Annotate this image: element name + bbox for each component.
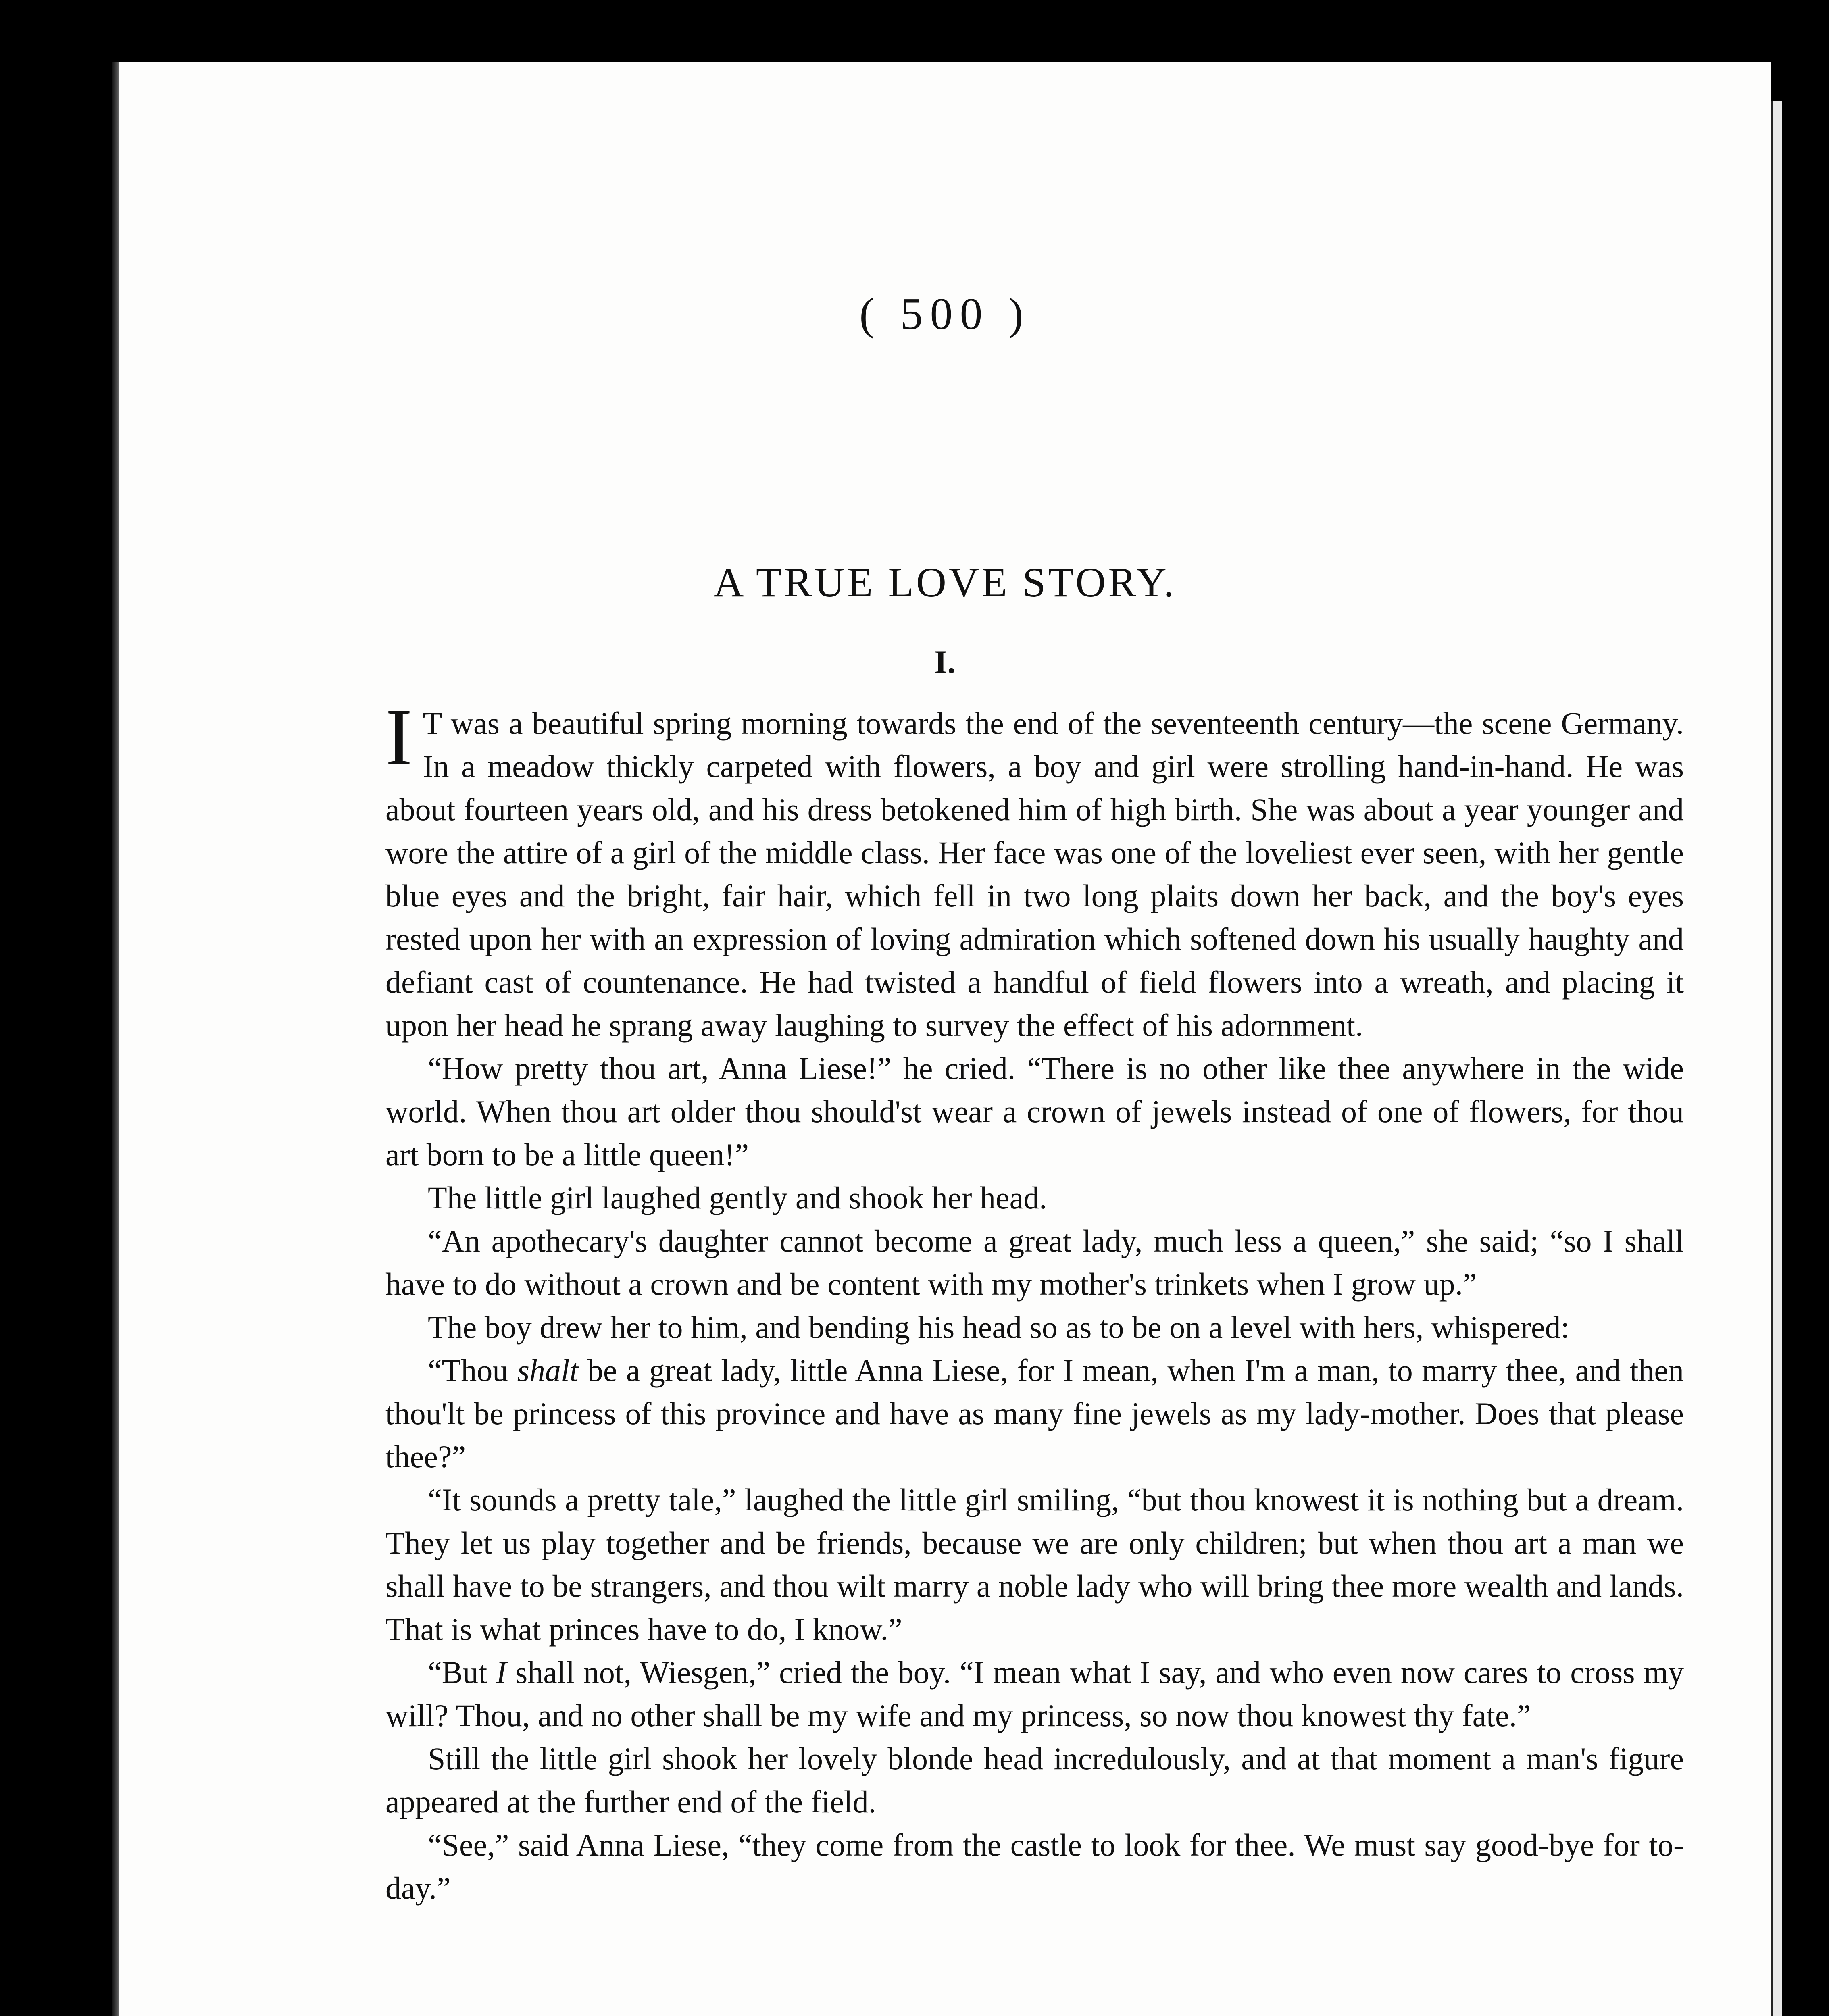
drop-cap: I xyxy=(385,693,412,782)
paragraph xyxy=(385,1349,1684,1478)
scan-border xyxy=(1782,101,1829,2016)
book-page xyxy=(119,62,1771,2016)
chapter-heading: I. xyxy=(934,644,956,680)
paragraph: “It sounds a pretty tale,” laughed the little girl smiling, “but thou knowest it is nothing but a dream. They let us play together and be friends, because we are only children; but when thou art a man we shall have to be strangers, and thou wilt marry a noble lady who will bring thee more wealth and lands. That is what princes have to do, I know.” xyxy=(385,1482,1684,1647)
italic-word: I xyxy=(496,1655,507,1690)
paragraph: “See,” said Anna Liese, “they come from the castle to look for thee. We must say good-bye for to-day.” xyxy=(385,1827,1684,1906)
story-body xyxy=(385,693,1684,1910)
paragraph-text: shall not, Wiesgen,” cried the boy. “I mean what I say, and who even now cares to cross my will? Thou, and no other shall be my wife and my princess, so now thou knowest thy fate.” xyxy=(385,1655,1684,1733)
paragraph-opening xyxy=(385,693,1684,1047)
italic-word: shalt xyxy=(517,1353,579,1388)
story-title: A TRUE LOVE STORY. xyxy=(713,559,1177,606)
paragraph: “How pretty thou art, Anna Liese!” he cried. “There is no other like thee anywhere in the wide world. When thou art older thou should'st wear a crown of jewels instead of one of flowers, for thou art born to be a little queen!” xyxy=(385,1051,1684,1172)
paragraph: The little girl laughed gently and shook her head. xyxy=(428,1180,1047,1215)
paragraph: Still the little girl shook her lovely blonde head incredulously, and at that moment a man's figure appeared at the further end of the field. xyxy=(385,1741,1684,1819)
paragraph xyxy=(385,1651,1684,1737)
paragraph-text: “But xyxy=(428,1655,496,1690)
paragraph: The boy drew her to him, and bending his head so as to be on a level with hers, whispered: xyxy=(428,1310,1570,1345)
paragraph-text: be a great lady, little Anna Liese, for I mean, when I'm a man, to marry thee, and then thou'lt be princess of this province and have as many fine jewels as my lady-mother. Does that please thee?” xyxy=(385,1353,1684,1474)
page-number: ( 500 ) xyxy=(859,289,1031,339)
paragraph-text: T was a beautiful spring morning towards the end of the seventeenth century—the scene Germany. In a meadow thickly carpeted with flowers, a boy and girl were strolling hand-in-hand. He was about fourteen years old, and his dress betokened him of high birth. She was about a year younger and wore the attire of a girl of the middle class. Her face was one of the loveliest ever seen, with her gentle blue eyes and the bright, fair hair, which fell in two long plaits down her back, and the boy's eyes rested upon her with an expression of loving admiration which softened down his usually haughty and defiant cast of countenance. He had twisted a handful of field flowers into a wreath, and placing it upon her head he sprang away laughing to survey the effect of his adornment. xyxy=(385,706,1684,1043)
paragraph-text: “Thou xyxy=(428,1353,517,1388)
paragraph: “An apothecary's daughter cannot become a great lady, much less a queen,” she said; “so I shall have to do without a crown and be content with my mother's trinkets when I grow up.” xyxy=(385,1223,1684,1302)
